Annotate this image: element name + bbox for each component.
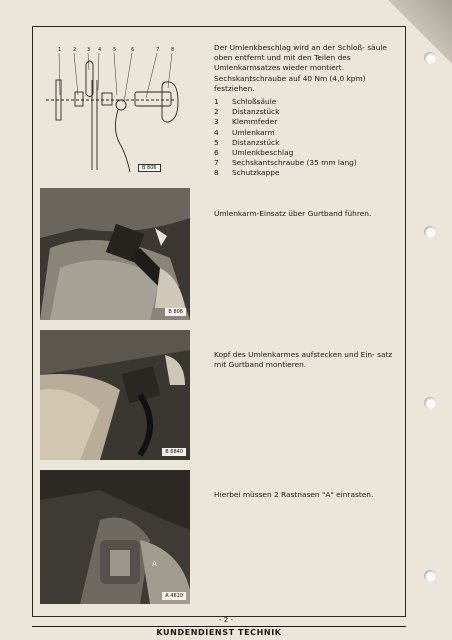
photo-2-caption: Kopf des Umlenkarmes aufstecken und Ein- satz mit Gurtband montieren. bbox=[214, 350, 393, 370]
page-number: - 2 - bbox=[219, 616, 233, 624]
parts-row bbox=[214, 117, 394, 127]
part-number: 6 bbox=[214, 148, 219, 158]
photo-1-tag: B 806 bbox=[165, 308, 186, 316]
exploded-diagram bbox=[40, 40, 190, 178]
part-number: 7 bbox=[214, 158, 219, 168]
photo-2-image bbox=[40, 330, 190, 460]
photo-1-image bbox=[40, 188, 190, 320]
part-label: Distanzstück bbox=[232, 107, 280, 117]
callout-5: 5 bbox=[113, 47, 117, 53]
part-number: 5 bbox=[214, 137, 219, 147]
part-label: Klemmfeder bbox=[232, 117, 278, 127]
parts-row bbox=[214, 148, 394, 158]
part-number: 3 bbox=[214, 117, 219, 127]
photo-3-tag: A 4610 bbox=[162, 592, 186, 600]
part-number: 4 bbox=[214, 127, 219, 137]
callout-7: 7 bbox=[156, 47, 160, 53]
callout-2: 2 bbox=[73, 47, 77, 53]
parts-row bbox=[214, 138, 394, 148]
rastnase-label: A bbox=[152, 560, 157, 568]
diagram-drawing bbox=[40, 40, 190, 178]
photo-3 bbox=[40, 470, 190, 604]
callout-4: 4 bbox=[98, 47, 102, 53]
footer-title: KUNDENDIENST TECHNIK bbox=[32, 626, 406, 637]
photo-2-tag: B 6840 bbox=[162, 448, 186, 456]
diagram-tag: B 806 bbox=[138, 164, 161, 172]
photo-2 bbox=[40, 330, 190, 460]
part-label: Sechskantschraube (35 mm lang) bbox=[232, 158, 357, 168]
part-number: 1 bbox=[214, 97, 219, 106]
callout-6: 6 bbox=[131, 47, 135, 53]
parts-row bbox=[214, 128, 394, 138]
part-label: Umlenkarm bbox=[232, 127, 275, 137]
part-label: Schutzkappe bbox=[232, 168, 280, 178]
callout-3: 3 bbox=[87, 47, 91, 53]
photo-1-caption: Umlenkarm-Einsatz über Gurtband führen. bbox=[214, 209, 372, 218]
binder-hole bbox=[424, 397, 436, 409]
photo-3-caption: Hierbei müssen 2 Rastnasen "A" einrasten. bbox=[214, 490, 374, 499]
binder-hole bbox=[424, 570, 436, 582]
parts-row bbox=[214, 107, 394, 117]
part-label: Schloßsäule bbox=[232, 97, 277, 106]
parts-row bbox=[214, 168, 394, 178]
part-number: 8 bbox=[214, 168, 219, 178]
parts-row bbox=[214, 97, 394, 107]
parts-row bbox=[214, 158, 394, 168]
binder-hole bbox=[424, 226, 436, 238]
photo-1 bbox=[40, 188, 190, 320]
binder-hole bbox=[424, 52, 436, 64]
part-number: 2 bbox=[214, 107, 219, 117]
callout-1: 1 bbox=[58, 47, 62, 53]
callout-8: 8 bbox=[171, 47, 175, 53]
parts-list bbox=[214, 97, 394, 179]
part-label: Umlenkbeschlag bbox=[232, 148, 294, 158]
part-label: Distanzstück bbox=[232, 137, 280, 147]
photo-3-image bbox=[40, 470, 190, 604]
intro-text: Der Umlenkbeschlag wird an der Schloß- säule oben entfernt und mit den Teilen des Umlenkarmsatzes wieder montiert. Sechskantschraube auf 40 Nm (4,0 kpm) festziehen. bbox=[214, 43, 387, 93]
